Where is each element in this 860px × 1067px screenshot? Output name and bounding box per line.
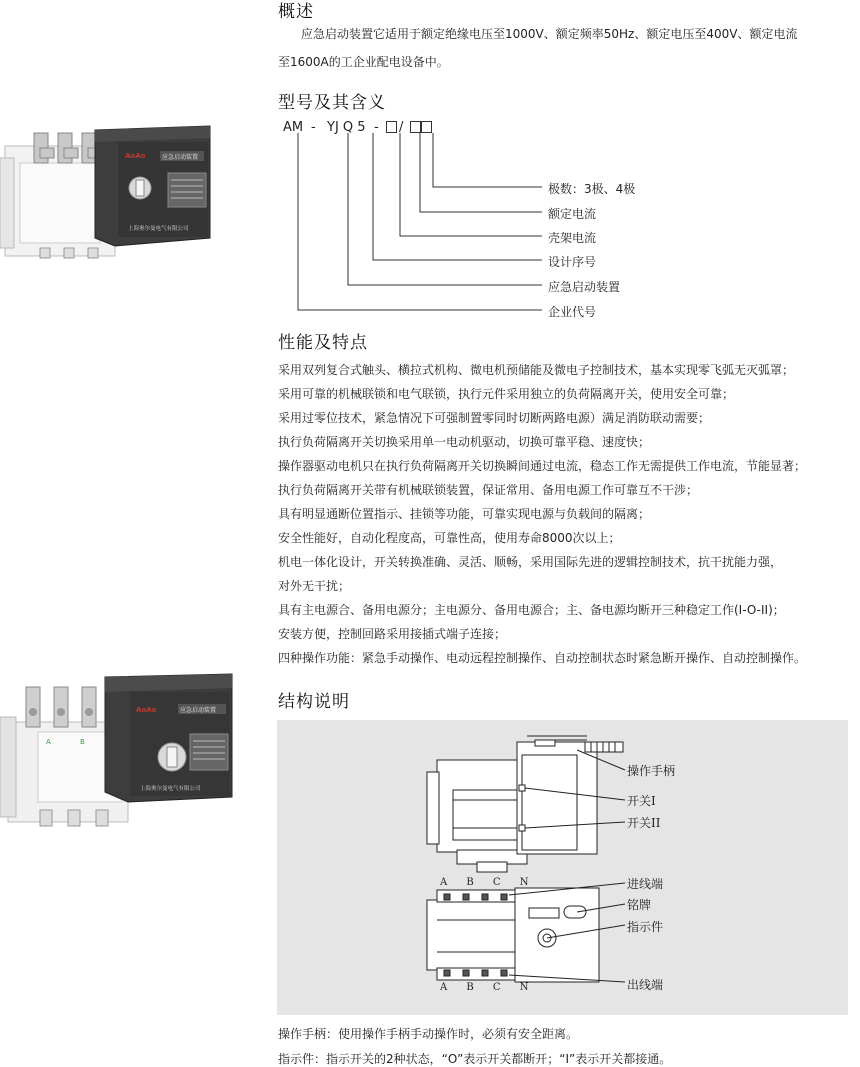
code-dash-1: - [311, 120, 316, 135]
company-photo1: 上海奥尔曼电气有限公司 [128, 226, 189, 232]
feature-line-3: 采用过零位技术，紧急情况下可强制置零同时切断两路电源）满足消防联动需要； [278, 411, 711, 425]
feature-line-5: 操作器驱动电机只在执行负荷隔离开关切换瞬间通过电流，稳态工作无需提供工作电流，节能显著； [278, 459, 807, 473]
feature-line-11: 具有主电源合、备用电源分；主电源分、备用电源合；主、备电源均断开三种稳定工作(I-O-II)； [278, 603, 785, 617]
overview-paragraph-line2: 至1600A的工企业配电设备中。 [278, 55, 449, 69]
feature-line-9: 机电一体化设计，开关转换准确、灵活、顺畅，采用国际先进的逻辑控制技术，抗干扰能力强， [278, 555, 783, 569]
feature-line-2: 采用可靠的机械联锁和电气联锁，执行元件采用独立的负荷隔离开关，使用安全可靠； [278, 387, 735, 401]
feature-line-10: 对外无干扰； [278, 579, 351, 593]
feature-line-6: 执行负荷隔离开关带有机械联锁装置，保证常用、备用电源工作可靠互不干涉； [278, 483, 699, 497]
feature-line-12: 安装方便，控制回路采用接插式端子连接； [278, 627, 507, 641]
panel-title-photo2: 应急启动装置 [180, 707, 217, 714]
code-yjq5: YJ Q 5 [327, 120, 366, 135]
phase-letter-a: A [46, 738, 51, 746]
model-code-tree-lines [270, 130, 560, 320]
code-label-emergency-device: 应急启动装置 [548, 280, 621, 294]
label-handle: 操作手柄 [627, 764, 676, 778]
code-label-rated-current: 额定电流 [548, 207, 597, 221]
code-label-frame-current: 壳架电流 [548, 231, 597, 245]
feature-line-7: 具有明显通断位置指示、挂锁等功能，可靠实现电源与负载间的隔离； [278, 507, 651, 521]
model-title: 型号及其含义 [278, 93, 386, 113]
overview-title: 概述 [278, 2, 314, 22]
label-switch-1: 开关I [627, 794, 656, 808]
note-handle: 操作手柄：使用操作手柄手动操作时，必须有安全距离。 [278, 1027, 579, 1041]
product-photo-1 [0, 118, 245, 268]
product-photo-2 [0, 662, 245, 832]
label-outlet: 出线端 [627, 978, 664, 992]
feature-line-13: 四种操作功能：紧急手动操作、电动远程控制操作、自动控制状态时紧急断开操作、自动控制操作。 [278, 651, 807, 665]
code-slash: / [399, 120, 404, 135]
brand-text-photo2: AoAo [136, 706, 157, 714]
company-photo2: 上海奥尔曼电气有限公司 [140, 786, 201, 792]
brand-text-photo1: AoAo [125, 152, 146, 160]
structure-title: 结构说明 [278, 692, 350, 712]
label-inlet: 进线端 [627, 877, 664, 891]
structure-diagram-panel [277, 720, 848, 1015]
label-nameplate: 铭牌 [627, 898, 652, 912]
code-prefix-am: AM [283, 120, 304, 135]
overview-paragraph-line1: 应急启动装置它适用于额定绝缘电压至1000V、额定频率50Hz、额定电压至400V、额定电流 [301, 27, 798, 41]
features-title: 性能及特点 [278, 333, 368, 353]
note-indicator: 指示件：指示开关的2种状态，“O”表示开关都断开；“I”表示开关都接通。 [278, 1052, 672, 1066]
phase-letter-b: B [80, 738, 85, 746]
feature-line-1: 采用双列复合式触头、横拉式机构、微电机预储能及微电子控制技术，基本实现零飞弧无灭弧罩； [278, 363, 795, 377]
panel-title-photo1: 应急启动装置 [162, 154, 199, 161]
feature-line-8: 安全性能好，自动化程度高，可靠性高，使用寿命8000次以上； [278, 531, 621, 545]
code-dash-2: - [374, 120, 379, 135]
code-label-poles: 极数：3极、4极 [548, 182, 636, 196]
feature-line-4: 执行负荷隔离开关切换采用单一电动机驱动，切换可靠平稳、速度快； [278, 435, 651, 449]
terminal-labels-top: A B C N [440, 877, 537, 888]
label-indicator: 指示件 [627, 920, 664, 934]
code-label-company-code: 企业代号 [548, 305, 597, 319]
label-switch-2: 开关II [627, 816, 661, 830]
terminal-labels-bottom: A B C N [440, 982, 537, 993]
code-label-design-seq: 设计序号 [548, 255, 597, 269]
structure-drawing [277, 720, 848, 1015]
